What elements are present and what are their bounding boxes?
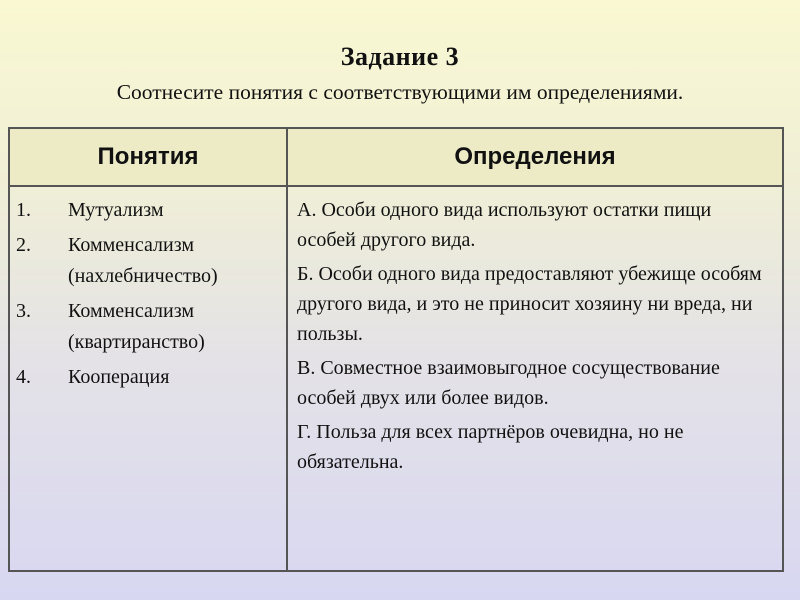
definition-item: Г. Польза для всех партнёров очевидна, но не обязательна. (297, 421, 684, 473)
column-header-concepts: Понятия (97, 143, 199, 170)
concept-number: 4. (16, 366, 31, 388)
table-header-row (10, 129, 782, 187)
concepts-list (10, 195, 286, 397)
slide-subtitle: Соотнесите понятия с соответствующими им определениями. (116, 80, 684, 104)
definition-item: В. Совместное взаимовыгодное сосуществование особей двух или более видов. (297, 357, 720, 409)
concept-item (10, 296, 286, 358)
concept-number: 2. (16, 234, 31, 256)
concept-text: Комменсализм (квартиранство) (68, 300, 205, 353)
definitions-list (297, 195, 775, 481)
definition-item: Б. Особи одного вида предоставляют убежище особям другого вида, и это не приносит хозяину ни вреда, ни пользы. (297, 263, 762, 345)
concept-number: 3. (16, 300, 31, 322)
definition-item: А. Особи одного вида используют остатки пищи особей другого вида. (297, 199, 712, 251)
concept-text: Кооперация (68, 366, 170, 388)
concept-number: 1. (16, 199, 31, 221)
column-divider (286, 129, 288, 570)
concept-item (10, 230, 286, 292)
matching-table (8, 127, 784, 572)
concept-item (10, 195, 286, 226)
concept-item (10, 362, 286, 393)
column-header-definitions: Определения (454, 143, 616, 170)
slide-title: Задание 3 (340, 42, 460, 71)
concept-text: Мутуализм (68, 199, 164, 221)
concept-text: Комменсализм (нахлебничество) (68, 234, 218, 287)
